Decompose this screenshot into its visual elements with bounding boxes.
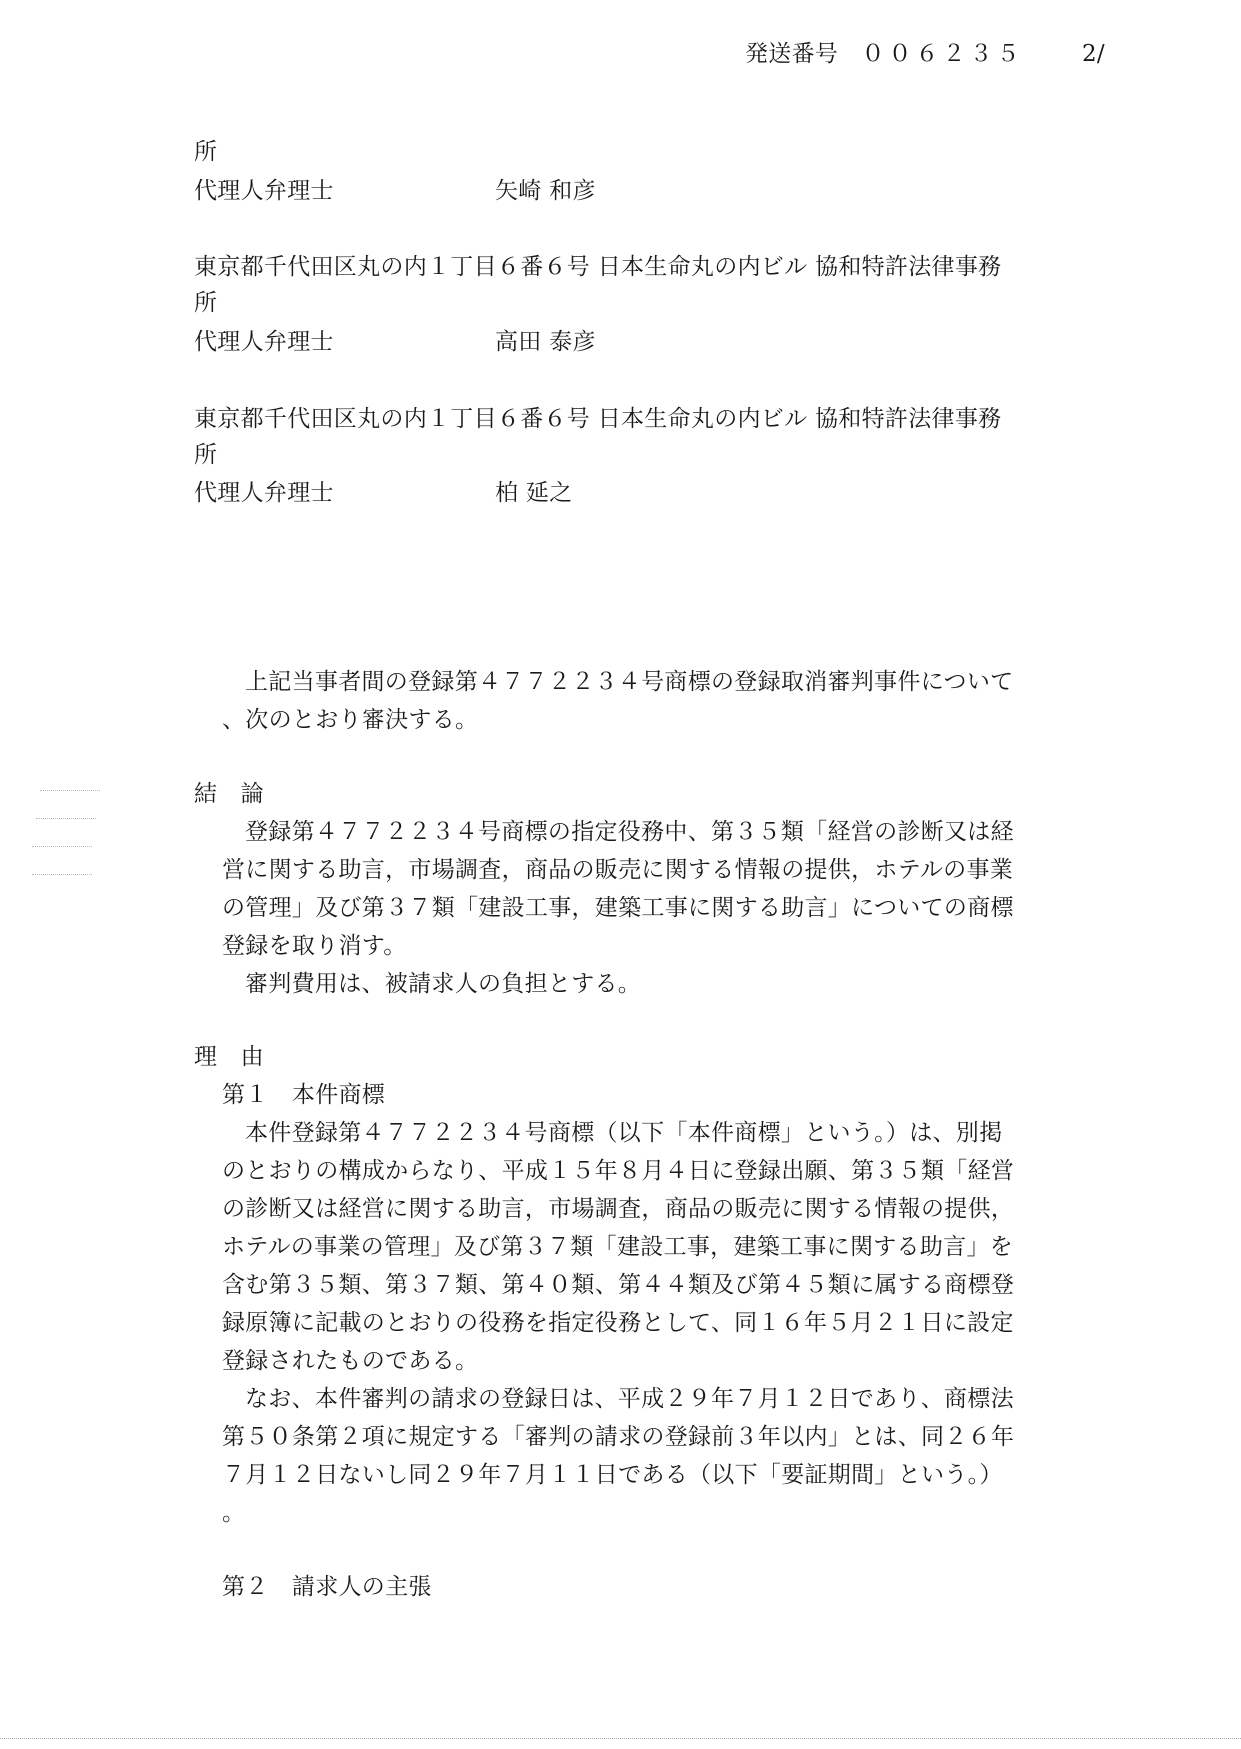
- agent-name: 矢崎 和彦: [495, 178, 596, 204]
- dispatch-number-header: [745, 40, 1024, 68]
- section-1-line: 第５０条第２項に規定する「審判の請求の登録前３年以内」とは、同２６年: [222, 1424, 1015, 1450]
- agent-address-line: 所: [194, 139, 218, 165]
- conclusion-line: 審判費用は、被請求人の負担とする。: [245, 971, 642, 997]
- agent-title: 代理人弁理士: [194, 178, 334, 204]
- scan-edge-line: [0, 1738, 1241, 1739]
- conclusion-line: 登録を取り消す。: [222, 933, 407, 959]
- section-1-line: のとおりの構成からなり、平成１５年８月４日に登録出願、第３５類「経営: [222, 1158, 1015, 1184]
- dispatch-number: ００６２３５: [861, 41, 1024, 67]
- intro-line: 上記当事者間の登録第４７７２２３４号商標の登録取消審判事件について: [245, 669, 1014, 695]
- agent-name: 高田 泰彦: [495, 329, 596, 355]
- section-1-line: なお、本件審判の請求の登録日は、平成２９年７月１２日であり、商標法: [245, 1386, 1014, 1412]
- agent-name: 柏 延之: [495, 480, 573, 506]
- conclusion-line: 営に関する助言，市場調査，商品の販売に関する情報の提供，ホテルの事業: [222, 857, 1014, 883]
- conclusion-line: 登録第４７７２２３４号商標の指定役務中、第３５類「経営の診断又は経: [245, 819, 1014, 845]
- section-1-line: ７月１２日ないし同２９年７月１１日である（以下「要証期間」という。）: [222, 1462, 1003, 1488]
- agent-address-line: 所: [194, 290, 218, 316]
- agent-title: 代理人弁理士: [194, 329, 334, 355]
- scan-speck: [32, 846, 92, 859]
- agent-title: 代理人弁理士: [194, 480, 334, 506]
- section-1-title: 第１ 本件商標: [222, 1082, 386, 1108]
- section-1-line: 本件登録第４７７２２３４号商標（以下「本件商標」という。）は、別掲: [245, 1120, 1003, 1146]
- scan-speck: [32, 874, 92, 887]
- scan-speck: [36, 818, 96, 831]
- section-2-title: 第２ 請求人の主張: [222, 1574, 432, 1600]
- intro-line: 、次のとおり審決する。: [222, 707, 479, 733]
- section-1-line: 録原簿に記載のとおりの役務を指定役務として、同１６年５月２１日に設定: [222, 1310, 1014, 1336]
- conclusion-line: の管理」及び第３７類「建設工事，建築工事に関する助言」についての商標: [222, 895, 1014, 921]
- section-1-line: ホテルの事業の管理」及び第３７類「建設工事，建築工事に関する助言」を: [222, 1234, 1014, 1260]
- agent-address-line: 東京都千代田区丸の内１丁目６番６号 日本生命丸の内ビル 協和特許法律事務: [194, 254, 1002, 280]
- section-1-line: 登録されたものである。: [222, 1348, 479, 1374]
- dispatch-label: 発送番号: [745, 41, 839, 67]
- section-1-line: の診断又は経営に関する助言，市場調査，商品の販売に関する情報の提供，: [222, 1196, 1015, 1222]
- section-1-line: 含む第３５類、第３７類、第４０類、第４４類及び第４５類に属する商標登: [222, 1272, 1015, 1298]
- reasons-heading: 理 由: [194, 1044, 264, 1070]
- conclusion-heading: 結 論: [194, 781, 264, 807]
- scan-speck: [40, 790, 100, 803]
- agent-address-line: 所: [194, 442, 218, 468]
- agent-address-line: 東京都千代田区丸の内１丁目６番６号 日本生命丸の内ビル 協和特許法律事務: [194, 406, 1002, 432]
- page-number: 2/: [1082, 41, 1105, 67]
- section-1-line: 。: [222, 1500, 246, 1526]
